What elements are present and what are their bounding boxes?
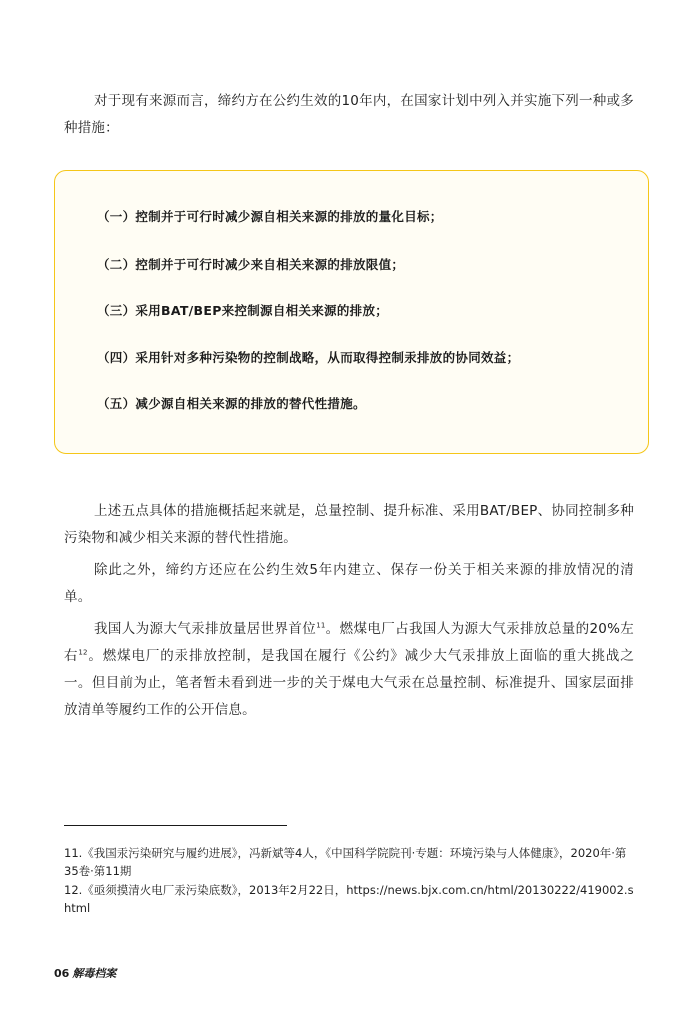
footnote-divider	[64, 825, 287, 826]
measure-item-2: （二）控制并于可行时减少来自相关来源的排放限值；	[97, 257, 405, 272]
measure-item-5: （五）减少源自相关来源的排放的替代性措施。	[97, 396, 366, 411]
inventory-paragraph: 除此之外，缔约方还应在公约生效5年内建立、保存一份关于相关来源的排放情况的清单。	[64, 562, 634, 605]
footnote-ref-12[interactable]: 12	[78, 648, 88, 657]
paragraph-text-part-1: 我国人为源大气汞排放量居世界首位	[94, 621, 317, 637]
paragraph-text-part-3: 。燃煤电厂的汞排放控制，是我国在履行《公约》减少大气汞排放上面临的重大挑战之一。但目前为止，笔者暂未看到进一步的关于煤电大气汞在总量控制、标准提升、国家层面排放清单等履约工作的公开信息。	[64, 648, 635, 718]
measure-item-4: （四）采用针对多种污染物的控制战略，从而取得控制汞排放的协同效益；	[97, 350, 520, 365]
measure-item-1: （一）控制并于可行时减少源自相关来源的排放的量化目标；	[97, 209, 443, 224]
measures-box	[54, 170, 649, 454]
footnote-ref-11[interactable]: 11	[316, 621, 326, 630]
footnote-12: 12.《亟须摸清火电厂汞污染底数》，2013年2月22日，https://news.bjx.com.cn/html/20130222/419002.shtml	[64, 883, 634, 915]
page-number: 06	[54, 967, 70, 980]
footnote-11: 11.《我国汞污染研究与履约进展》，冯新斌等4人，《中国科学院院刊·专题：环境污染与人体健康》，2020年·第35卷·第11期	[64, 846, 627, 878]
page-footer	[54, 965, 116, 981]
magazine-name: 解毒档案	[72, 967, 117, 980]
measure-item-3: （三）采用BAT/BEP来控制源自相关来源的排放；	[97, 303, 389, 318]
summary-paragraph: 上述五点具体的措施概括起来就是，总量控制、提升标准、采用BAT/BEP、协同控制多种污染物和减少相关来源的替代性措施。	[64, 503, 634, 546]
china-emissions-paragraph	[64, 616, 634, 724]
intro-paragraph: 对于现有来源而言，缔约方在公约生效的10年内，在国家计划中列入并实施下列一种或多种措施：	[64, 93, 634, 136]
paragraph-text-part-2: 。燃煤电厂占我国人为源大气汞排放总量的20%左右	[64, 621, 635, 664]
